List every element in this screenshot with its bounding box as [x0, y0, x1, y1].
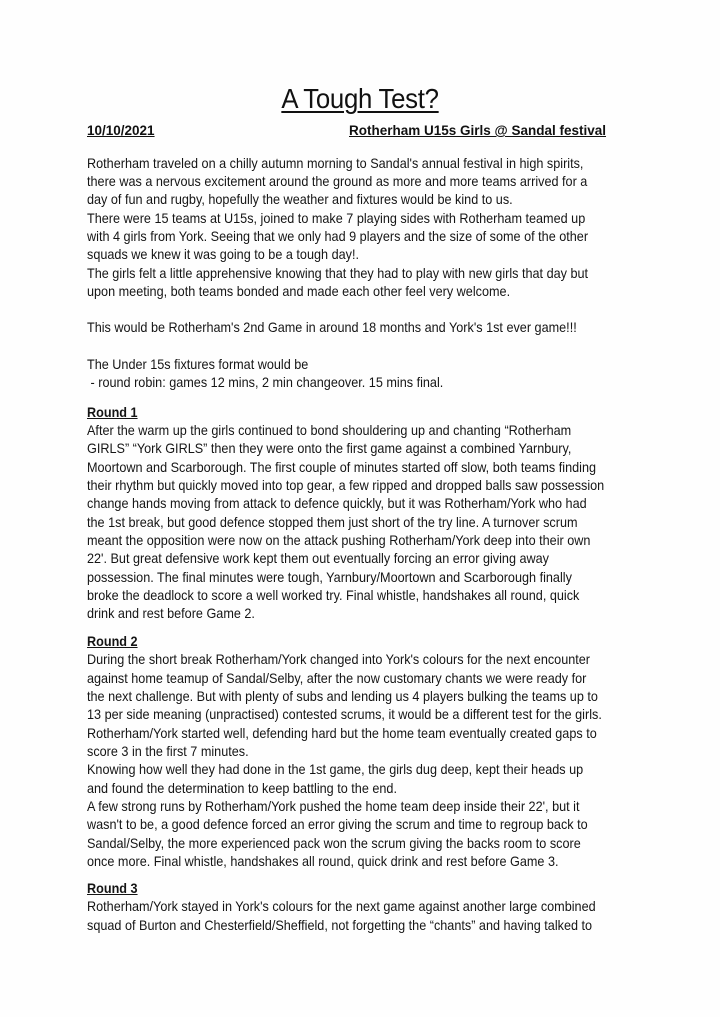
round-2-line: Rotherham/York started well, defending hard but the home team eventually created gaps to: [87, 726, 597, 741]
round-1-line: change hands moving from attack to defence quickly, but it was Rotherham/York who had: [87, 496, 587, 511]
intro-line: with 4 girls from York. Seeing that we only had 9 players and the size of some of the other: [87, 229, 589, 244]
intro-line: squads we knew it was going to be a tough day!.: [87, 247, 359, 262]
second-game-line: This would be Rotherham's 2nd Game in around 18 months and York's 1st ever game!!!: [87, 320, 577, 335]
round-1-line: their rhythm but quickly moved into top gear, a few ripped and dropped balls saw possession: [87, 478, 605, 493]
round-2-line: against home teamup of Sandal/Selby, after the now customary chants we were ready for: [87, 671, 587, 686]
round-2-line: During the short break Rotherham/York changed into York's colours for the next encounter: [87, 652, 591, 667]
round-3-heading: Round 3: [87, 881, 138, 896]
round-2-line: wasn't to be, a good defence forced an error giving the scrum and time to regroup back to: [87, 817, 588, 832]
round-1-line: Moortown and Scarborough. The first couple of minutes started off slow, both teams finding: [87, 460, 597, 475]
round-1-line: meant the opposition were now on the attack pushing Rotherham/York deep into their own: [87, 533, 591, 548]
intro-line: The girls felt a little apprehensive knowing that they had to play with new girls that day but: [87, 266, 589, 281]
round-3-line: squad of Burton and Chesterfield/Sheffield, not forgetting the “chants” and having talked to: [87, 918, 593, 933]
round-3-line: Rotherham/York stayed in York's colours for the next game against another large combined: [87, 899, 596, 914]
round-2-line: 13 per side meaning (unpractised) contested scrums, it would be a different test for the girls.: [87, 707, 602, 722]
intro-line: there was a nervous excitement around the ground as more and more teams arrived for a: [87, 174, 588, 189]
intro-line: There were 15 teams at U15s, joined to make 7 playing sides with Rotherham teamed up: [87, 211, 586, 226]
round-2-line: the next challenge. But with plenty of subs and lending us 4 players bulking the teams up to: [87, 689, 598, 704]
document-title: A Tough Test?: [281, 83, 439, 114]
format-line: - round robin: games 12 mins, 2 min changeover. 15 mins final.: [87, 375, 444, 390]
round-1-line: GIRLS” “York GIRLS” then they were onto the first game against a combined Yarnbury,: [87, 441, 572, 456]
event-name: Rotherham U15s Girls @ Sandal festival: [349, 123, 607, 138]
round-1-line: possession. The final minutes were tough, Yarnbury/Moortown and Scarborough finally: [87, 570, 572, 585]
round-1-heading: Round 1: [87, 405, 138, 420]
format-line: The Under 15s fixtures format would be: [87, 357, 309, 372]
round-1-line: After the warm up the girls continued to bond shouldering up and chanting “Rotherham: [87, 423, 572, 438]
round-1-line: broke the deadlock to score a well worked try. Final whistle, handshakes all round, quick: [87, 588, 580, 603]
round-2-line: Knowing how well they had done in the 1st game, the girls dug deep, kept their heads up: [87, 762, 584, 777]
intro-line: day of fun and rugby, hopefully the weather and fixtures would be kind to us.: [87, 192, 513, 207]
round-2-heading: Round 2: [87, 634, 138, 649]
round-2-line: and found the determination to keep battling to the end.: [87, 781, 397, 796]
document-date: 10/10/2021: [87, 123, 155, 138]
round-2-line: Sandal/Selby, the more experienced pack won the scrum giving the backs room to score: [87, 836, 581, 851]
round-1-line: the 1st break, but good defence stopped them just short of the try line. A turnover scrum: [87, 515, 578, 530]
round-2-line: once more. Final whistle, handshakes all round, quick drink and rest before Game 3.: [87, 854, 559, 869]
round-1-line: 22'. But great defensive work kept them out eventually forcing an error giving away: [87, 551, 550, 566]
round-2-line: score 3 in the first 7 minutes.: [87, 744, 249, 759]
round-1-line: drink and rest before Game 2.: [87, 606, 255, 621]
intro-line: upon meeting, both teams bonded and made each other feel very welcome.: [87, 284, 511, 299]
round-2-line: A few strong runs by Rotherham/York pushed the home team deep inside their 22', but it: [87, 799, 580, 814]
intro-line: Rotherham traveled on a chilly autumn morning to Sandal's annual festival in high spirits,: [87, 156, 584, 171]
